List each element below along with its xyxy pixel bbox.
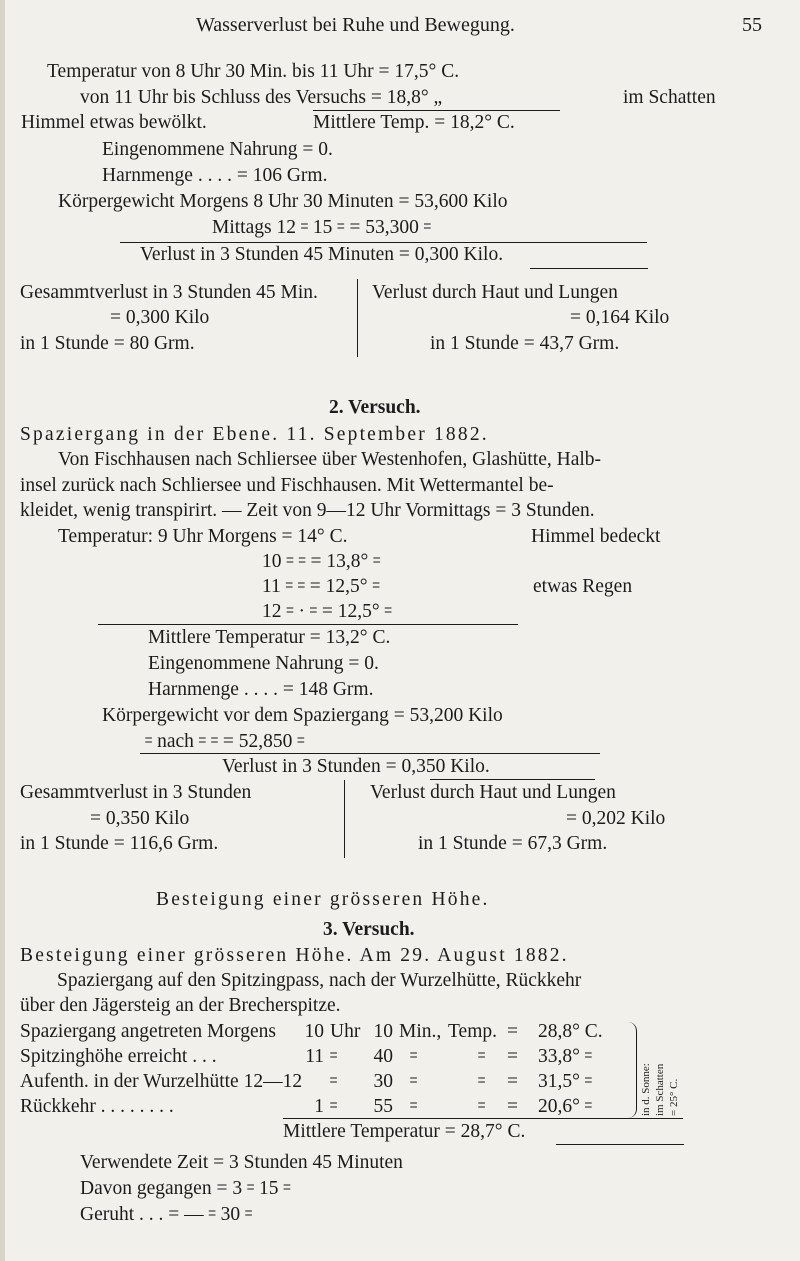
page-number: 55 xyxy=(742,14,762,36)
route-line-2: über den Jägersteig an der Brecherspitze. xyxy=(20,995,341,1016)
row-temp-label: ꞊ xyxy=(478,1096,486,1117)
total-loss-label: Gesammtverlust in 3 Stunden xyxy=(20,782,252,803)
row-minute-unit: Min., xyxy=(399,1021,442,1042)
row-temp-label: ꞊ xyxy=(478,1046,486,1067)
row-label: Aufenth. in der Wurzelhütte 12—12 xyxy=(20,1071,303,1092)
skin-loss-value: = 0,202 Kilo xyxy=(566,808,666,829)
row-minutes: 10 xyxy=(373,1021,393,1042)
temp-9: Temperatur: 9 Uhr Morgens = 14° C. xyxy=(58,526,348,547)
row-hour-unit: Uhr xyxy=(330,1021,361,1042)
row-equals: = xyxy=(507,1071,518,1092)
mean-temp: Mittlere Temp. = 18,2° C. xyxy=(313,112,515,133)
row-minute-unit: ꞊ xyxy=(410,1071,418,1092)
food-intake: Eingenommene Nahrung = 0. xyxy=(102,139,333,160)
row-minutes: 55 xyxy=(373,1096,393,1117)
route-line-2: insel zurück nach Schliersee und Fischhausen. Mit Wettermantel be- xyxy=(20,475,554,496)
sun-note: in d. Sonne: xyxy=(640,1063,652,1116)
row-minutes: 30 xyxy=(373,1071,393,1092)
total-loss-value: = 0,350 Kilo xyxy=(90,808,190,829)
weight-before: Körpergewicht vor dem Spaziergang = 53,200 Kilo xyxy=(102,705,503,726)
food-intake: Eingenommene Nahrung = 0. xyxy=(148,653,379,674)
route-line-1: Von Fischhausen nach Schliersee über Westenhofen, Glashütte, Halb- xyxy=(58,449,602,470)
row-minute-unit: ꞊ xyxy=(410,1096,418,1117)
row-temp-value: 28,8° C. xyxy=(538,1021,603,1042)
weight-after: ꞊ nach ꞊ ꞊ = 52,850 ꞊ xyxy=(145,731,305,752)
temp-line-1: Temperatur von 8 Uhr 30 Min. bis 11 Uhr = 17,5° C. xyxy=(47,61,460,82)
sky-note: Himmel etwas bewölkt. xyxy=(21,112,207,133)
rule xyxy=(283,1118,683,1119)
experiment-2-title: Spaziergang in der Ebene. 11. September 1882. xyxy=(20,424,489,445)
mean-temp: Mittlere Temperatur = 28,7° C. xyxy=(283,1121,526,1142)
row-hour: 11 xyxy=(305,1046,324,1067)
experiment-2-heading: 2. Versuch. xyxy=(329,397,421,418)
mean-temp: Mittlere Temperatur = 13,2° C. xyxy=(148,627,391,648)
temp-10: 10 ꞊ ꞊ = 13,8° ꞊ xyxy=(262,551,381,572)
total-loss-hourly: in 1 Stunde = 116,6 Grm. xyxy=(20,833,219,854)
weight-noon: Mittags 12 ꞊ 15 ꞊ = 53,300 ꞊ xyxy=(212,217,431,238)
weight-morning: Körpergewicht Morgens 8 Uhr 30 Minuten = 53,600 Kilo xyxy=(58,191,508,212)
row-temp-value: 33,8° ꞊ xyxy=(538,1046,592,1067)
row-label: Spitzinghöhe erreicht . . . xyxy=(20,1046,217,1067)
column-divider xyxy=(344,780,345,858)
row-hour: 10 xyxy=(304,1021,324,1042)
row-label: Rückkehr . . . . . . . . xyxy=(20,1096,174,1117)
row-hour: 1 xyxy=(314,1096,324,1117)
rule xyxy=(120,242,647,243)
rain-note: etwas Regen xyxy=(533,576,633,597)
temp-note-shade: im Schatten xyxy=(623,87,716,108)
loss-total: Verlust in 3 Stunden = 0,350 Kilo. xyxy=(222,756,490,777)
total-loss-hourly: in 1 Stunde = 80 Grm. xyxy=(20,333,195,354)
sky-overcast: Himmel bedeckt xyxy=(531,526,661,547)
total-loss-label: Gesammtverlust in 3 Stunden 45 Min. xyxy=(20,282,318,303)
route-line-1: Spaziergang auf den Spitzingpass, nach der Wurzelhütte, Rückkehr xyxy=(57,970,582,991)
row-equals: = xyxy=(507,1021,518,1042)
row-temp-label: Temp. xyxy=(448,1021,497,1042)
row-equals: = xyxy=(507,1046,518,1067)
row-temp-label: ꞊ xyxy=(478,1071,486,1092)
brace-line xyxy=(628,1022,637,1118)
row-equals: = xyxy=(507,1096,518,1117)
total-loss-value: = 0,300 Kilo xyxy=(110,307,210,328)
row-label: Spaziergang angetreten Morgens xyxy=(20,1021,276,1042)
rule xyxy=(98,624,518,625)
urine-amount: Harnmenge . . . . = 148 Grm. xyxy=(148,679,374,700)
loss-total: Verlust in 3 Stunden 45 Minuten = 0,300 Kilo. xyxy=(140,244,504,265)
temp-11: 11 ꞊ ꞊ = 12,5° ꞊ xyxy=(262,576,380,597)
route-line-3: kleidet, wenig transpirirt. — Zeit von 9—12 Uhr Vormittags = 3 Stunden. xyxy=(20,500,595,521)
experiment-3-heading: 3. Versuch. xyxy=(323,919,415,940)
column-divider xyxy=(357,279,358,357)
section-title: Besteigung einer grösseren Höhe. xyxy=(156,889,490,910)
experiment-3-title: Besteigung einer grösseren Höhe. Am 29. August 1882. xyxy=(20,945,569,966)
skin-loss-label: Verlust durch Haut und Lungen xyxy=(372,282,618,303)
skin-loss-hourly: in 1 Stunde = 67,3 Grm. xyxy=(418,833,608,854)
rule xyxy=(556,1144,684,1145)
temp-12: 12 ꞊ · ꞊ = 12,5° ꞊ xyxy=(262,601,392,622)
header-title: Wasserverlust bei Ruhe und Bewegung. xyxy=(196,14,515,36)
row-hour-unit: ꞊ xyxy=(330,1096,338,1117)
row-minute-unit: ꞊ xyxy=(410,1046,418,1067)
skin-loss-value: = 0,164 Kilo xyxy=(570,307,670,328)
shade-temp-note: = 25° C. xyxy=(668,1078,680,1116)
shade-note: im Schatten xyxy=(654,1063,666,1116)
row-minutes: 40 xyxy=(373,1046,393,1067)
page-edge xyxy=(0,0,5,1261)
skin-loss-hourly: in 1 Stunde = 43,7 Grm. xyxy=(430,333,620,354)
row-hour-unit: ꞊ xyxy=(330,1071,338,1092)
time-used: Verwendete Zeit = 3 Stunden 45 Minuten xyxy=(80,1152,403,1173)
urine-amount: Harnmenge . . . . = 106 Grm. xyxy=(102,165,328,186)
temp-line-2: von 11 Uhr bis Schluss des Versuchs = 18,8° „ xyxy=(80,87,443,108)
skin-loss-label: Verlust durch Haut und Lungen xyxy=(370,782,616,803)
row-hour-unit: ꞊ xyxy=(330,1046,338,1067)
row-temp-value: 31,5° ꞊ xyxy=(538,1071,592,1092)
time-walked: Davon gegangen = 3 ꞊ 15 ꞊ xyxy=(80,1178,291,1199)
rule xyxy=(430,779,595,780)
rule xyxy=(313,110,560,111)
rule xyxy=(140,753,600,754)
rule xyxy=(530,268,648,269)
time-rested: Geruht . . . = — ꞊ 30 ꞊ xyxy=(80,1204,253,1225)
row-temp-value: 20,6° ꞊ xyxy=(538,1096,592,1117)
